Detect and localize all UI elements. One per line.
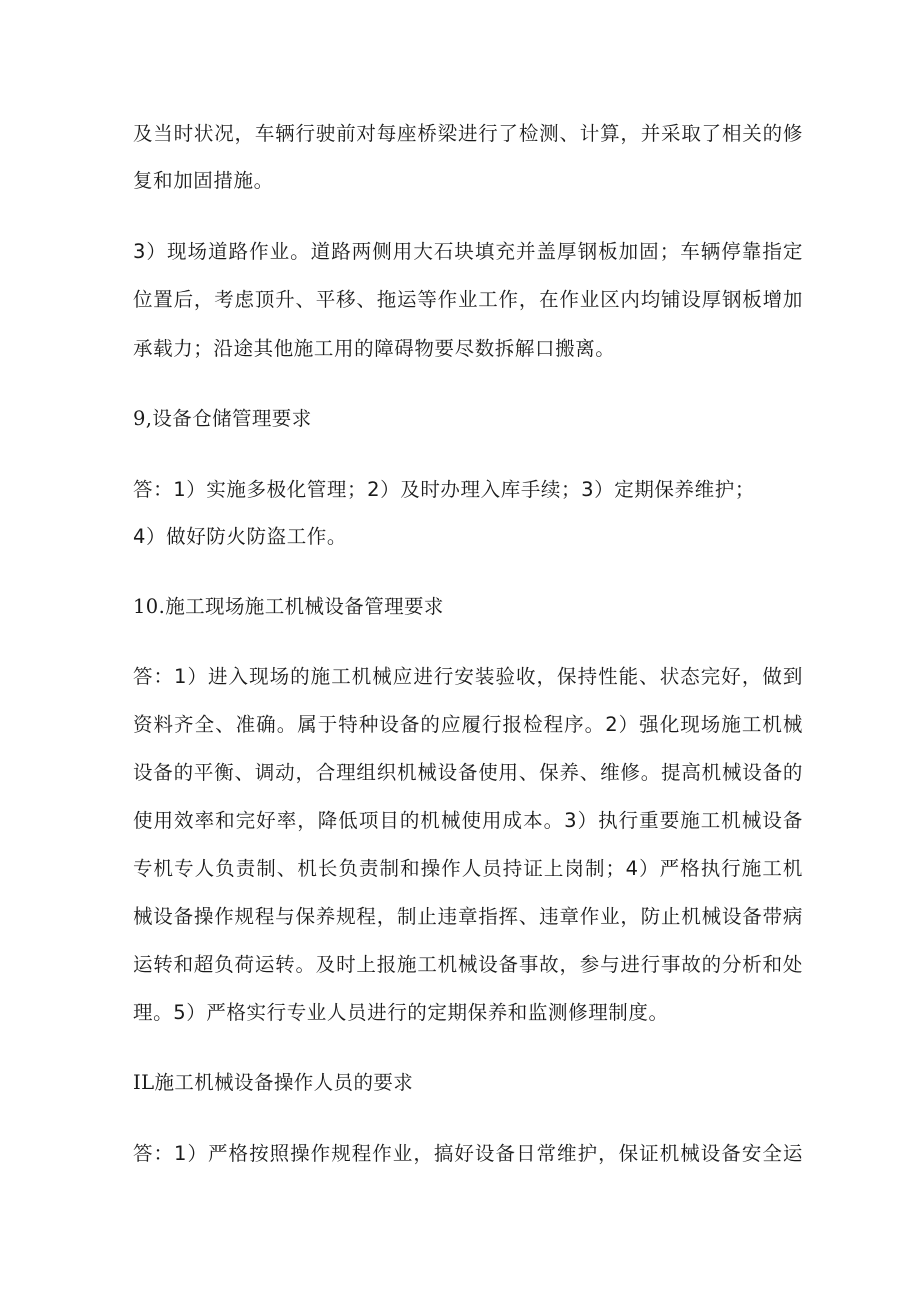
answer-line: 资料齐全、准确。属于特种设备的应履行报检程序。2）强化现场施工机械 (133, 713, 803, 736)
answer-line: 答：1）实施多极化管理；2）及时办理入库手续；3）定期保养维护； (133, 478, 755, 501)
section-heading-11: IL施工机械设备操作人员的要求 (133, 1071, 414, 1094)
answer-line: 答：1）严格按照操作规程作业，搞好设备日常维护，保证机械设备安全运 (133, 1142, 803, 1165)
section-heading-9: 9,设备仓储管理要求 (133, 407, 312, 430)
answer-line: 使用效率和完好率，降低项目的机械使用成本。3）执行重要施工机械设备 (133, 809, 803, 832)
paragraph-line: 及当时状况，车辆行驶前对每座桥梁进行了检测、计算，并采取了相关的修 (133, 122, 803, 145)
answer-line: 理。5）严格实行专业人员进行的定期保养和监测修理制度。 (133, 1001, 669, 1024)
answer-line: 械设备操作规程与保养规程，制止违章指挥、违章作业，防止机械设备带病 (133, 905, 803, 928)
answer-line: 4）做好防火防盗工作。 (133, 525, 348, 548)
answer-line: 设备的平衡、调动，合理组织机械设备使用、保养、维修。提高机械设备的 (133, 761, 803, 784)
answer-line: 答：1）进入现场的施工机械应进行安装验收，保持性能、状态完好，做到 (133, 665, 803, 688)
paragraph-line: 承载力；沿途其他施工用的障碍物要尽数拆解口搬离。 (133, 337, 616, 360)
answer-line: 专机专人负责制、机长负责制和操作人员持证上岗制；4）严格执行施工机 (133, 857, 803, 880)
section-heading-10: 10.施工现场施工机械设备管理要求 (133, 595, 444, 618)
paragraph-line: 3）现场道路作业。道路两侧用大石块填充并盖厚钢板加固；车辆停靠指定 (133, 240, 803, 263)
paragraph-line: 位置后，考虑顶升、平移、拖运等作业工作，在作业区内均铺设厚钢板增加 (133, 288, 803, 311)
answer-line: 运转和超负荷运转。及时上报施工机械设备事故，参与进行事故的分析和处 (133, 953, 803, 976)
paragraph-line: 复和加固措施。 (133, 169, 274, 192)
